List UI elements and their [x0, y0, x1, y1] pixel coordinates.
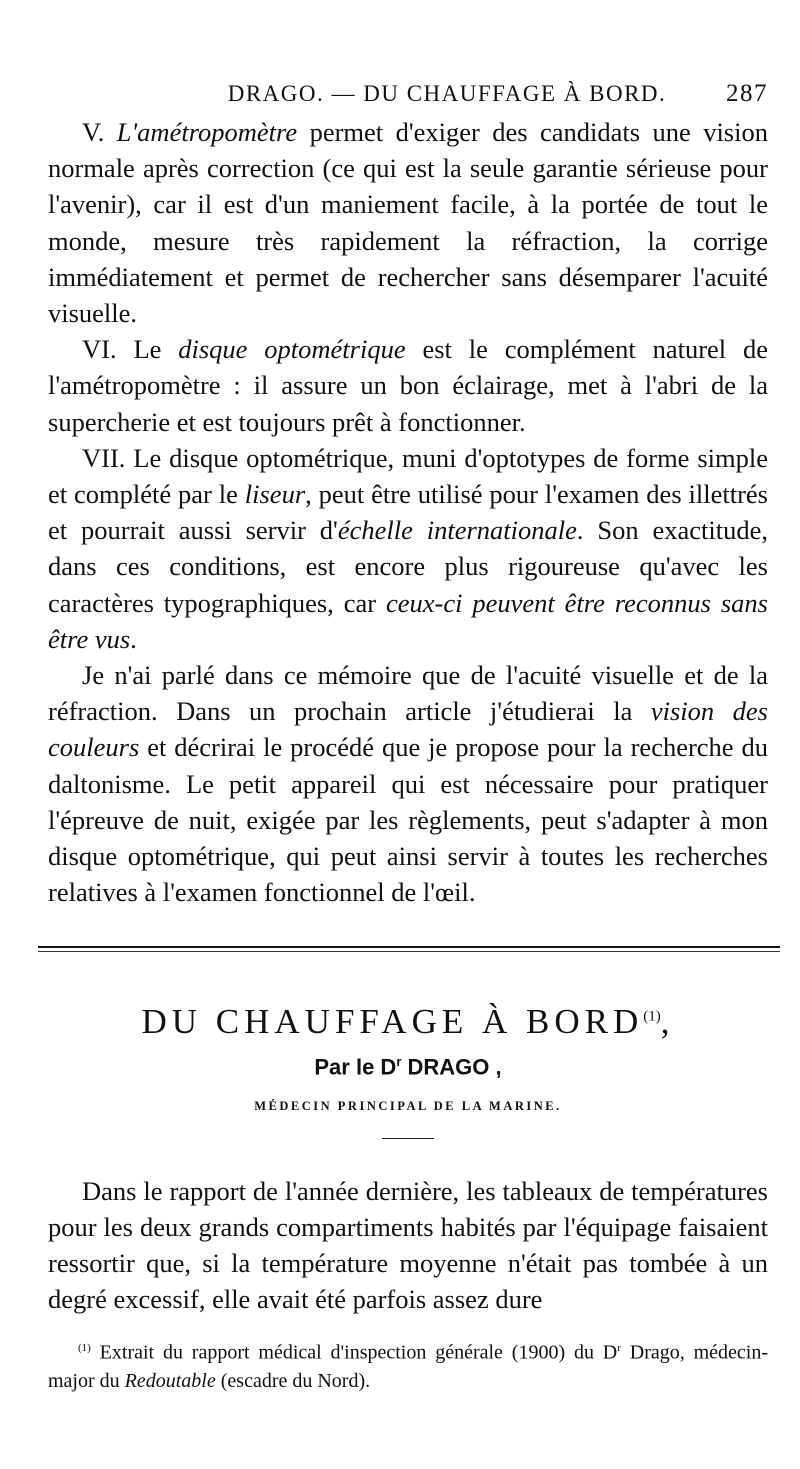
page-number: 287: [726, 80, 768, 107]
term-liseur: liseur: [244, 479, 306, 510]
term-echelle-internationale: échelle internationale: [337, 515, 577, 546]
term-vision-des-couleurs: vision des couleurs: [48, 696, 768, 763]
footnote: $^{(1)}$ Extrait du rapport médical d'inspection générale (1900) du $D^r$ Drago, médecin-major du Redoutable (escadre du Nord).: [48, 1341, 769, 1393]
title-footnote-ref[interactable]: (1): [643, 1008, 661, 1025]
term-disque-optometrique: disque optométrique: [178, 334, 406, 365]
article-title: DU CHAUFFAGE À BORD$^{(1)}$,: [141, 1002, 675, 1042]
section-divider: [38, 946, 780, 948]
running-head-title: DRAGO. — DU CHAUFFAGE À BORD.: [227, 81, 667, 106]
short-divider: [382, 1138, 434, 1139]
phrase-reconnus: ceux-ci peuvent être reconnus sans être vus: [48, 587, 768, 654]
affiliation: MÉDECIN PRINCIPAL DE LA MARINE.: [254, 1098, 562, 1113]
footnote-marker: (1): [78, 1341, 91, 1354]
ship-name: Redoutable: [124, 1370, 216, 1393]
running-head: [48, 80, 768, 114]
paragraph-vii: VII. Le disque optométrique, muni d'optotypes de forme simple et complété par le liseur, peut être utilisé pour l'examen des illettrés et pourrait aussi servir d'échelle internationale. Son exactitude, dans ces conditions, est encore plus rigoureuse qu'avec les caractères typographiques, car ceux-ci peuvent être reconnus sans être vus.: [48, 442, 768, 654]
article-body-paragraph: Dans le rapport de l'année dernière, les tableaux de températures pour les deux grands compartiments habités par l'équipage faisaient ressortir que, si la température moyenne n'était pas tombée à un degré excessif, elle avait été parfois assez dure: [48, 1175, 768, 1315]
paragraph-v: V. L'amétropomètre permet d'exiger des candidats une vision normale après correction (ce qui est la seule garantie sérieuse pour l'avenir), car il est d'un maniement facile, à la portée de tout le monde, mesure très rapidement la réfraction, la corrige immédiatement et permet de rechercher sans désemparer l'acuité visuelle.: [48, 117, 768, 329]
term-ametropometre: L'amétropomètre: [116, 117, 298, 147]
paragraph-conclusion: Je n'ai parlé dans ce mémoire que de l'acuité visuelle et de la réfraction. Dans un prochain article j'étudierai la vision des couleurs et décrirai le procédé que je propose pour la recherche du daltonisme. Le petit appareil qui est nécessaire pour pratiquer l'épreuve de nuit, exigée par les règlements, peut s'adapter à mon disque optométrique, qui peut ainsi servir à toutes les recherches relatives à l'examen fonctionnel de l'œil.: [48, 660, 768, 908]
page: [48, 80, 768, 1416]
byline: Par le $D^r$ DRAGO ,: [314, 1054, 502, 1080]
paragraph-vi: VI. Le disque optométrique est le complément naturel de l'amétropomètre : il assure un bon éclairage, met à l'abri de la supercherie et est toujours prêt à fonctionner.: [48, 334, 769, 437]
section-divider-thin: [38, 951, 780, 952]
